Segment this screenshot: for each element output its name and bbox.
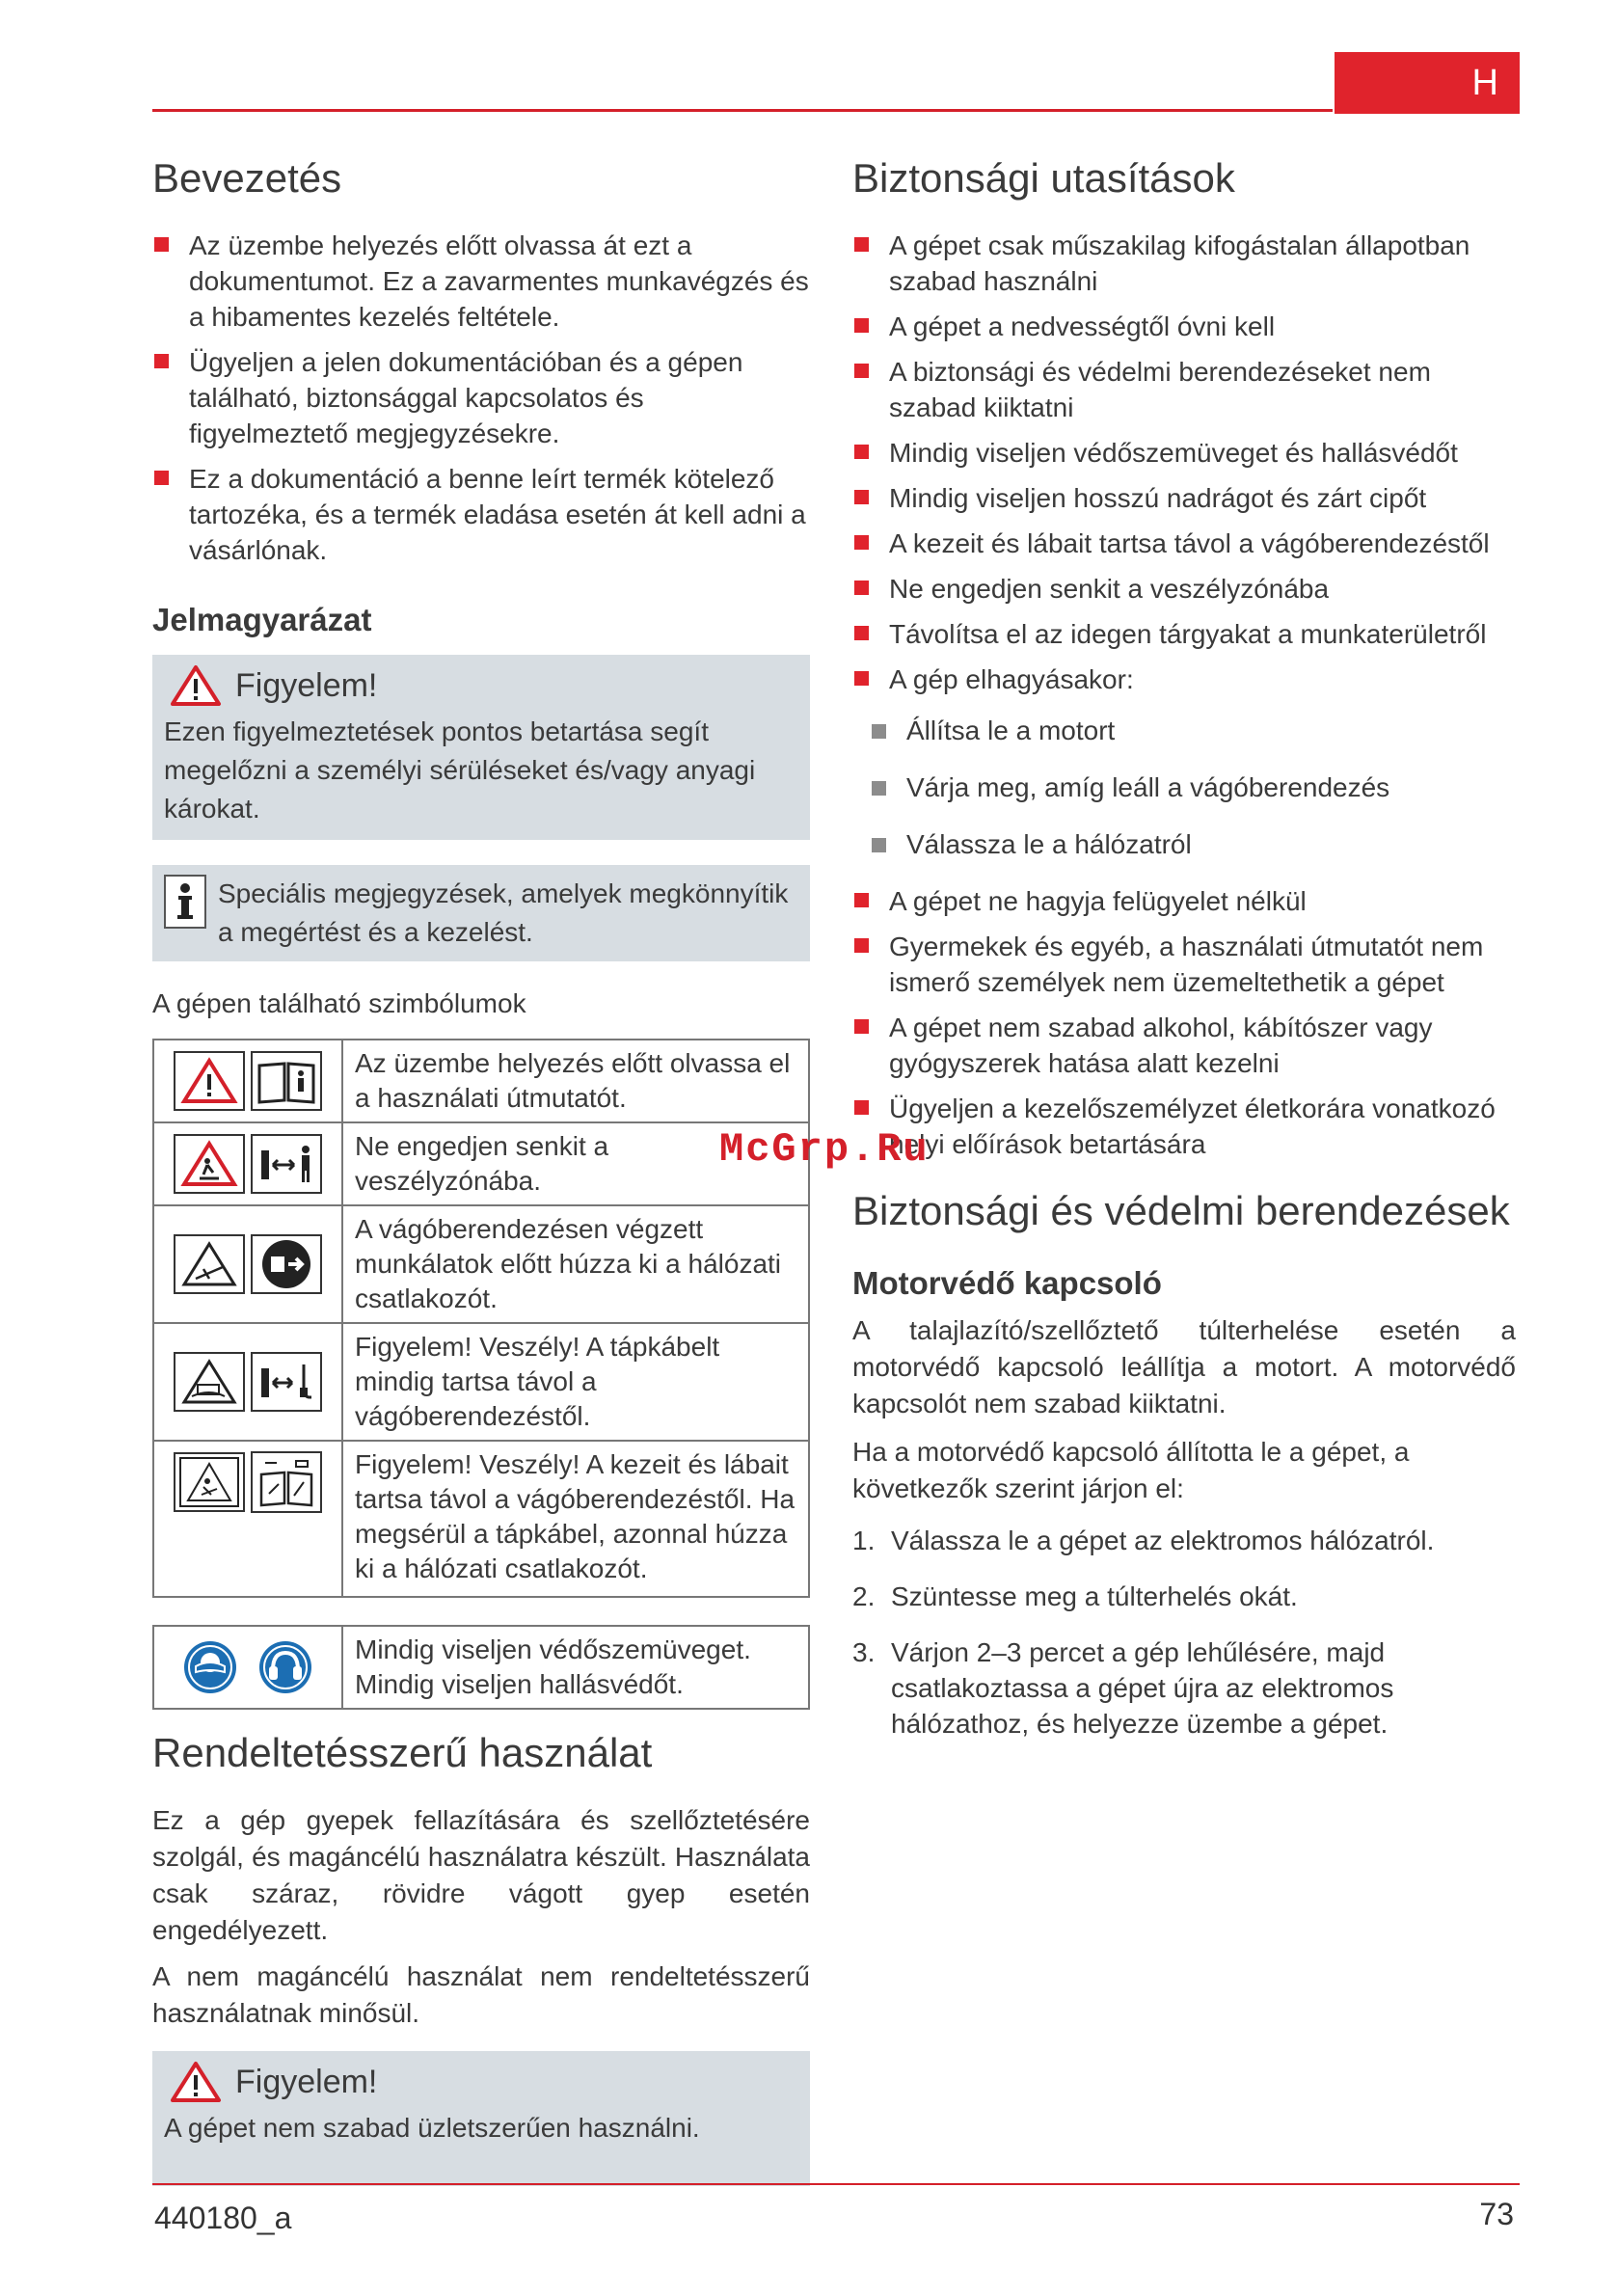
symbol-desc: Ne engedjen senkit a veszélyzónába.: [342, 1122, 809, 1205]
safety-title: Biztonsági utasítások: [852, 155, 1235, 201]
manual-book-icon: [251, 1051, 322, 1111]
list-item: Mindig viseljen hosszú nadrágot és zárt cipőt: [852, 480, 1516, 516]
list-item: Válassza le a hálózatról: [852, 826, 1516, 862]
ppe-table: [152, 1625, 810, 1710]
list-item: Az üzembe helyezés előtt olvassa át ezt a dokumentumot. Ez a zavarmentes munkavégzés és a hibamentes kezelés feltétele.: [152, 228, 810, 335]
footer-doc-code: 440180_a: [154, 2201, 292, 2235]
danger-zone-icon: [174, 1134, 245, 1194]
intro-list: [152, 228, 810, 568]
legend-note-box: [152, 865, 810, 961]
legend-warning-heading: [170, 664, 798, 707]
table-row: [153, 1205, 809, 1323]
symbol-desc: Figyelem! Veszély! A kezeit és lábait tartsa távol a vágóberendezéstől. Ha megsérül a tápkábel, azonnal húzza ki a hálózati csatlakozót.: [342, 1441, 809, 1597]
motor-switch-paragraph-1: A talajlazító/szellőztető túlterhelése esetén a motorvédő kapcsoló leállítja a motort. A motorvédő kapcsolót nem szabad kiiktatni.: [852, 1315, 1516, 1418]
legend-warning-title: Figyelem!: [235, 667, 378, 704]
list-item: Ez a dokumentáció a benne leírt termék kötelező tartozéka, és a termék eladása esetén át kell adni a vásárlónak.: [152, 461, 810, 568]
list-item: 3. Várjon 2–3 percet a gép lehűlésére, majd csatlakoztassa a gépet újra az elektromos hálózathoz, és helyezze üzembe a gépet.: [852, 1637, 1394, 1739]
list-item: A gépet ne hagyja felügyelet nélkül: [852, 883, 1516, 919]
intended-use-warning-heading: [170, 2061, 798, 2103]
list-item: Ügyeljen a kezelőszemélyzet életkorára vonatkozó helyi előírások betartására: [852, 1091, 1516, 1162]
motor-switch-subtitle: Motorvédő kapcsoló: [852, 1265, 1162, 1301]
intended-use-title: Rendeltetésszerű használat: [152, 1730, 653, 1775]
list-item: Ügyeljen a jelen dokumentációban és a gépen található, biztonsággal kapcsolatos és figyelmeztető megjegyzésekre.: [152, 344, 810, 451]
motor-switch-steps: [852, 1523, 1516, 1742]
legend-warning-text: Ezen figyelmeztetések pontos betartása segít megelőzni a személyi sérüléseket és/vagy anyagi károkat.: [164, 716, 756, 824]
list-item: Ne engedjen senkit a veszélyzónába: [852, 571, 1516, 607]
unplug-icon: [251, 1234, 322, 1294]
legend-title: Jelmagyarázat: [152, 602, 372, 637]
symbols-title: A gépen található szimbólumok: [152, 988, 526, 1018]
footer-rule: [152, 2183, 1520, 2185]
intended-use-paragraph-1: Ez a gép gyepek fellazítására és szellőztetésére szolgál, és magáncélú használatra készült. Használata csak száraz, rövidre vágott gyep esetén engedélyezett.: [152, 1805, 810, 1945]
warning-icon: [170, 2061, 222, 2103]
safe-distance-icon: [251, 1134, 322, 1194]
list-item: Mindig viseljen védőszemüveget és hallásvédőt: [852, 435, 1516, 471]
language-tab: H: [1335, 52, 1520, 114]
list-item: A gépet csak műszakilag kifogástalan állapotban szabad használni: [852, 228, 1516, 299]
cutting-hazard-icon: [174, 1234, 245, 1294]
info-icon: [164, 875, 206, 929]
intended-use-paragraph-2: A nem magáncélú használat nem rendeltetésszerű használatnak minősül.: [152, 1961, 810, 2028]
list-item: A gépet a nedvességtől óvni kell: [852, 309, 1516, 344]
list-item: A biztonsági és védelmi berendezéseket nem szabad kiiktatni: [852, 354, 1516, 425]
list-item: Állítsa le a motort: [852, 713, 1516, 748]
list-item: A kezeit és lábait tartsa távol a vágóberendezéstől: [852, 526, 1516, 561]
watermark: McGrp.Ru: [719, 1126, 930, 1173]
right-column: [852, 154, 1516, 1762]
legend-warning-box: [152, 655, 810, 840]
intended-use-warning-box: [152, 2051, 810, 2186]
symbols-table: [152, 1039, 810, 1598]
list-item: Várja meg, amíg leáll a vágóberendezés: [852, 770, 1516, 805]
intended-use-warning-text: A gépet nem szabad üzletszerűen használni.: [164, 2113, 700, 2143]
table-row: [153, 1323, 809, 1441]
header-rule: [152, 109, 1333, 112]
safety-goggles-icon: [182, 1639, 238, 1695]
table-row: [153, 1040, 809, 1122]
ppe-hearing-text: Mindig viseljen hallásvédőt.: [355, 1669, 684, 1699]
table-row: [153, 1122, 809, 1205]
symbol-desc: A vágóberendezésen végzett munkálatok előtt húzza ki a hálózati csatlakozót.: [342, 1205, 809, 1323]
table-row: [153, 1626, 809, 1709]
warning-icon: [170, 664, 222, 707]
list-item: A gépet nem szabad alkohol, kábítószer vagy gyógyszerek hatása alatt kezelni: [852, 1010, 1516, 1081]
intro-title: Bevezetés: [152, 155, 342, 201]
cable-hazard-icon: [174, 1352, 245, 1412]
cable-distance-icon: [251, 1352, 322, 1412]
hearing-protection-icon: [257, 1639, 313, 1695]
safety-sublist: [852, 713, 1516, 862]
symbol-desc: Figyelem! Veszély! A tápkábelt mindig tartsa távol a vágóberendezéstől.: [342, 1323, 809, 1441]
list-item: 2. Szüntesse meg a túlterhelés okát.: [852, 1581, 1298, 1611]
safety-list-continued: [852, 883, 1516, 1162]
list-item: Gyermekek és egyéb, a használati útmutatót nem ismerő személyek nem üzemeltethetik a gépet: [852, 929, 1516, 1000]
symbol-desc: Az üzembe helyezés előtt olvassa el a használati útmutatót.: [342, 1040, 809, 1122]
warning-icon: [174, 1051, 245, 1111]
legend-note-text: Speciális megjegyzések, amelyek megkönnyítik a megértést és a kezelést.: [218, 878, 789, 947]
ppe-goggles-text: Mindig viseljen védőszemüveget.: [355, 1634, 751, 1664]
list-item: A gép elhagyásakor:: [852, 662, 1516, 697]
hands-feet-hazard-icon: [174, 1452, 245, 1512]
list-item: Távolítsa el az idegen tárgyakat a munkaterületről: [852, 616, 1516, 652]
list-item: 1. Válassza le a gépet az elektromos hálózatról.: [852, 1526, 1435, 1555]
table-row: [153, 1441, 809, 1597]
damaged-cable-icon: [251, 1451, 322, 1513]
motor-switch-paragraph-2: Ha a motorvédő kapcsoló állította le a gépet, a következők szerint járjon el:: [852, 1437, 1410, 1503]
intended-use-warning-title: Figyelem!: [235, 2064, 378, 2100]
left-column: [152, 154, 810, 2186]
safety-list: [852, 228, 1516, 697]
footer-page-number: 73: [1479, 2197, 1514, 2231]
protective-title: Biztonsági és védelmi berendezések: [852, 1188, 1510, 1233]
